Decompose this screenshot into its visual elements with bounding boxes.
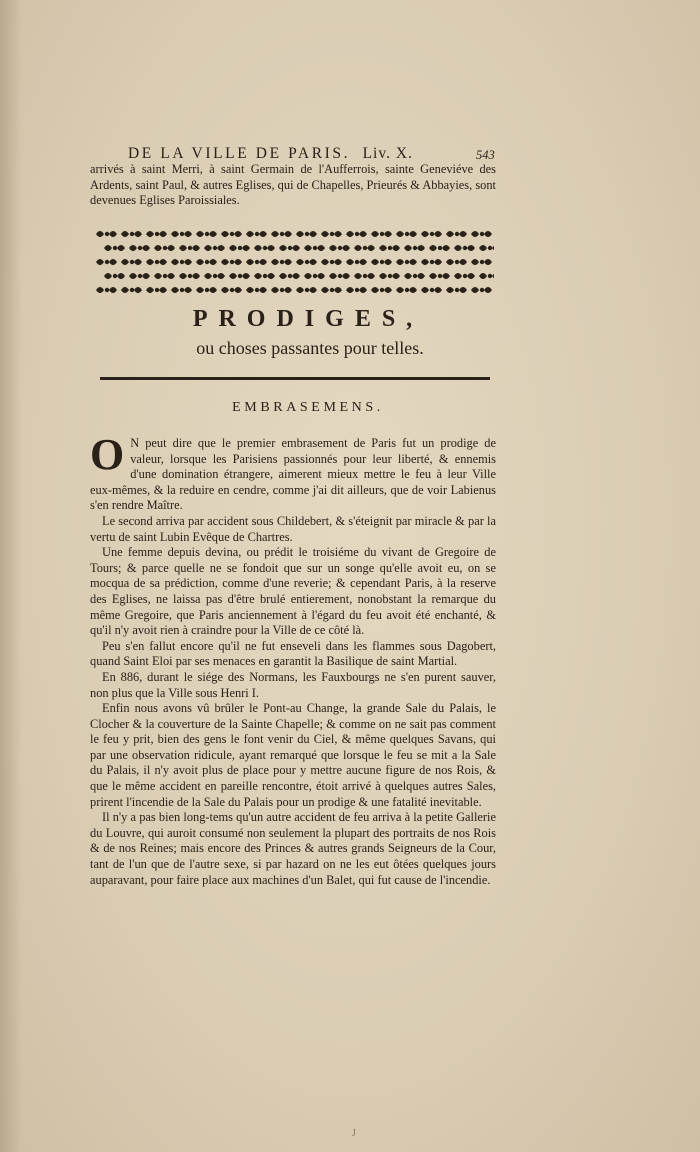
paragraph-6: Enfin nous avons vû brûler le Pont-au Change, la grande Sale du Palais, le Clocher & la couverture de la Sainte Chapelle; & comme on ne sait pas comment le feu y prit, bien des gens le font venir du Ciel, & même quelques Savans, qui par une observation ridicule, ayant remarqué que lorsque le feu se mit a la Sale du Palais, il n'y avoit plus de place pour y mettre aucune figure de nos Rois, & que le même accident en pareille rencontre, étoit arrivé à quelques autres Sales, prirent l'incendie de la Sale du Palais pour un prodige & une fatalité inevitable. bbox=[90, 701, 496, 809]
continuation-text: arrivés à saint Merri, à saint Germain de l'Aufferrois, sainte Geneviéve des Ardents, saint Paul, & autres Eglises, qui de Chapelles, Prieurés & Abbayies, sont devenues Eglises Paroissiales. bbox=[90, 162, 496, 208]
running-head bbox=[128, 145, 498, 163]
subsection-heading: EMBRASEMENS. bbox=[232, 400, 384, 415]
drop-cap: O bbox=[90, 430, 125, 479]
paragraph-1 bbox=[90, 430, 496, 514]
paragraph-2: Le second arriva par accident sous Childebert, & s'éteignit par miracle & par la vertu de saint Lubin Evêque de Chartres. bbox=[90, 513, 496, 544]
paragraph-3: Une femme depuis devina, ou prédit le troisiéme du vivant de Gregoire de Tours; & parce quelle ne se fondoit que sur un songe qu'elle avoit eu, on se mocqua de sa prédiction, comme d'une reverie; & cependant Paris, à la reserve des Eglises, ne laissa pas d'être brulé entierement, nonobstant la remarque du même Gregoire, que Paris anciennement à l'égard du feu avoit été enchanté, & qu'il n'y avoit rien à craindre pour la Ville de ce côté là. bbox=[90, 545, 496, 638]
running-title: DE LA VILLE DE PARIS. bbox=[128, 145, 351, 162]
main-text bbox=[90, 430, 496, 888]
paragraph-4: Peu s'en fallut encore qu'il ne fut enseveli dans les flammes sous Dagobert, quand Saint Eloi par ses menaces en garantit la Basilique de saint Martial. bbox=[90, 638, 496, 669]
paragraph-1-text: N peut dire que le premier embrasement de Paris fut un prodige de valeur, lorsque les Parisiens passionnés pour leur liberté, & ennemis d'une domination étrangere, aimerent mieux mettre le feu à leur Ville eux-mêmes, & la reduire en cendre, comme j'ai dit ailleurs, que de voir Labienus s'en rendre Maître. bbox=[90, 436, 496, 513]
section-subtitle: ou choses passantes pour telles. bbox=[196, 338, 424, 358]
gutter-shadow bbox=[0, 0, 22, 1152]
title-rule bbox=[100, 377, 490, 380]
ornament-band bbox=[94, 226, 494, 298]
paragraph-7: Il n'y a pas bien long-tems qu'un autre accident de feu arriva à la petite Gallerie du Louvre, qui auroit consumé non seulement la plupart des portraits de nos Rois & de nos Reines; mais encore des Princes & autres grands Seigneurs de la Cour, tant de l'un que de l'autre sexe, si par hazard on ne les eut ôtées quelques jours auparavant, pour faire place aux machines d'un Balet, qui fut cause de l'incendie. bbox=[90, 810, 496, 887]
paragraph-5: En 886, durant le siége des Normans, les Fauxbourgs ne s'en purent sauver, non plus que la Ville sous Henri I. bbox=[90, 669, 496, 700]
page-number: 543 bbox=[476, 148, 495, 162]
section-title: PRODIGES, bbox=[192, 306, 424, 332]
signature-mark: J bbox=[352, 1128, 356, 1139]
book-number: Liv. X. bbox=[362, 145, 413, 162]
